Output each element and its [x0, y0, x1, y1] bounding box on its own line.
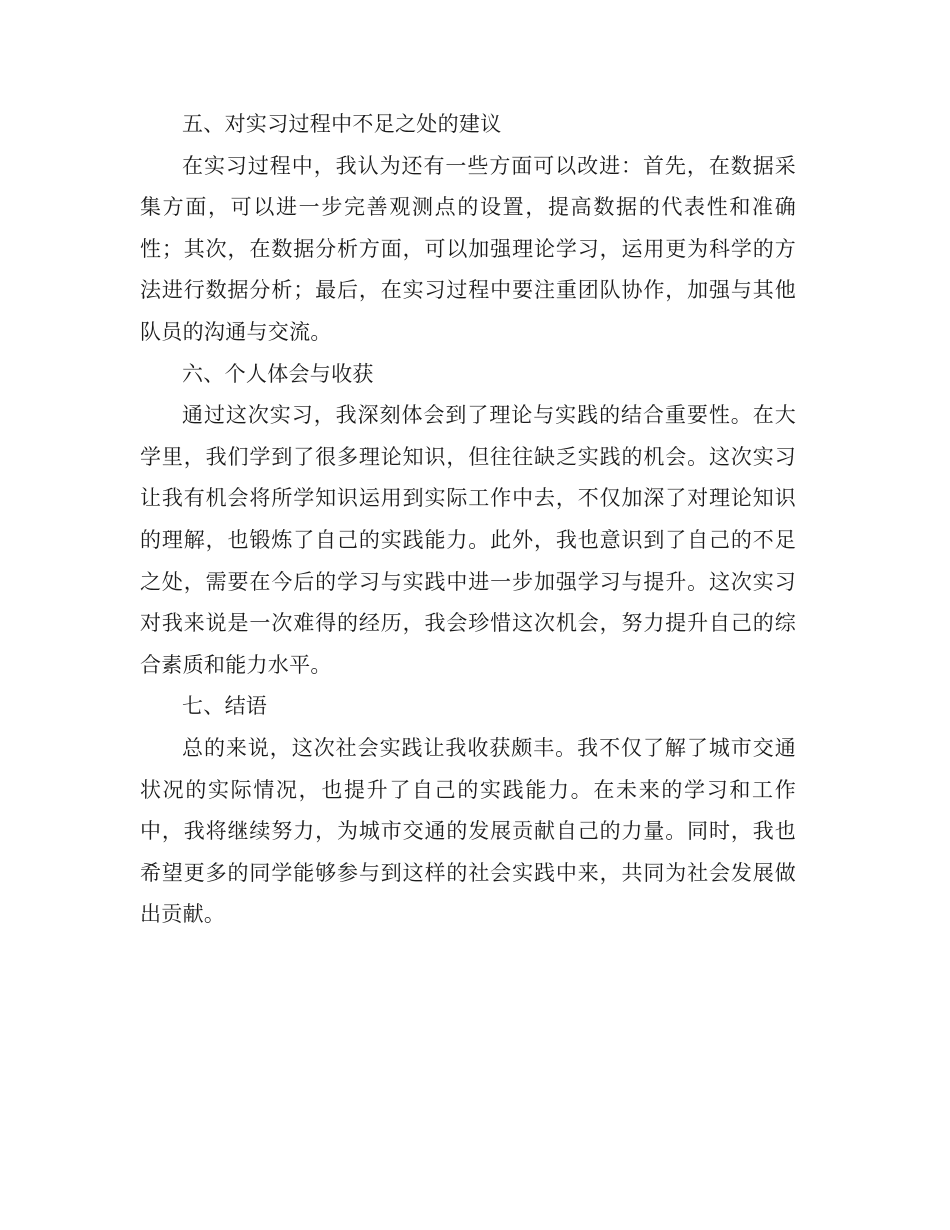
- section-heading-suggestions: 五、对实习过程中不足之处的建议: [182, 112, 502, 136]
- document-body: [140, 104, 796, 936]
- section-paragraph-experience: 通过这次实习，我深刻体会到了理论与实践的结合重要性。在大学里，我们学到了很多理论知识，但往往缺乏实践的机会。这次实习让我有机会将所学知识运用到实际工作中去，不仅加深了对理论知识的理解，也锻炼了自己的实践能力。此外，我也意识到了自己的不足之处，需要在今后的学习与实践中进一步加强学习与提升。这次实习对我来说是一次难得的经历，我会珍惜这次机会，努力提升自己的综合素质和能力水平。: [140, 403, 796, 677]
- section-heading-conclusion: 七、结语: [182, 694, 268, 719]
- section-paragraph-suggestions: 在实习过程中，我认为还有一些方面可以改进：首先，在数据采集方面，可以进一步完善观测点的设置，提高数据的代表性和准确性；其次，在数据分析方面，可以加强理论学习，运用更为科学的方法进行数据分析；最后，在实习过程中要注重团队协作，加强与其他队员的沟通与交流。: [140, 153, 796, 344]
- section-heading-experience: 六、个人体会与收获: [182, 361, 374, 386]
- section-paragraph-conclusion: 总的来说，这次社会实践让我收获颇丰。我不仅了解了城市交通状况的实际情况，也提升了自己的实践能力。在未来的学习和工作中，我将继续努力，为城市交通的发展贡献自己的力量。同时，我也希望更多的同学能够参与到这样的社会实践中来，共同为社会发展做出贡献。: [140, 735, 796, 927]
